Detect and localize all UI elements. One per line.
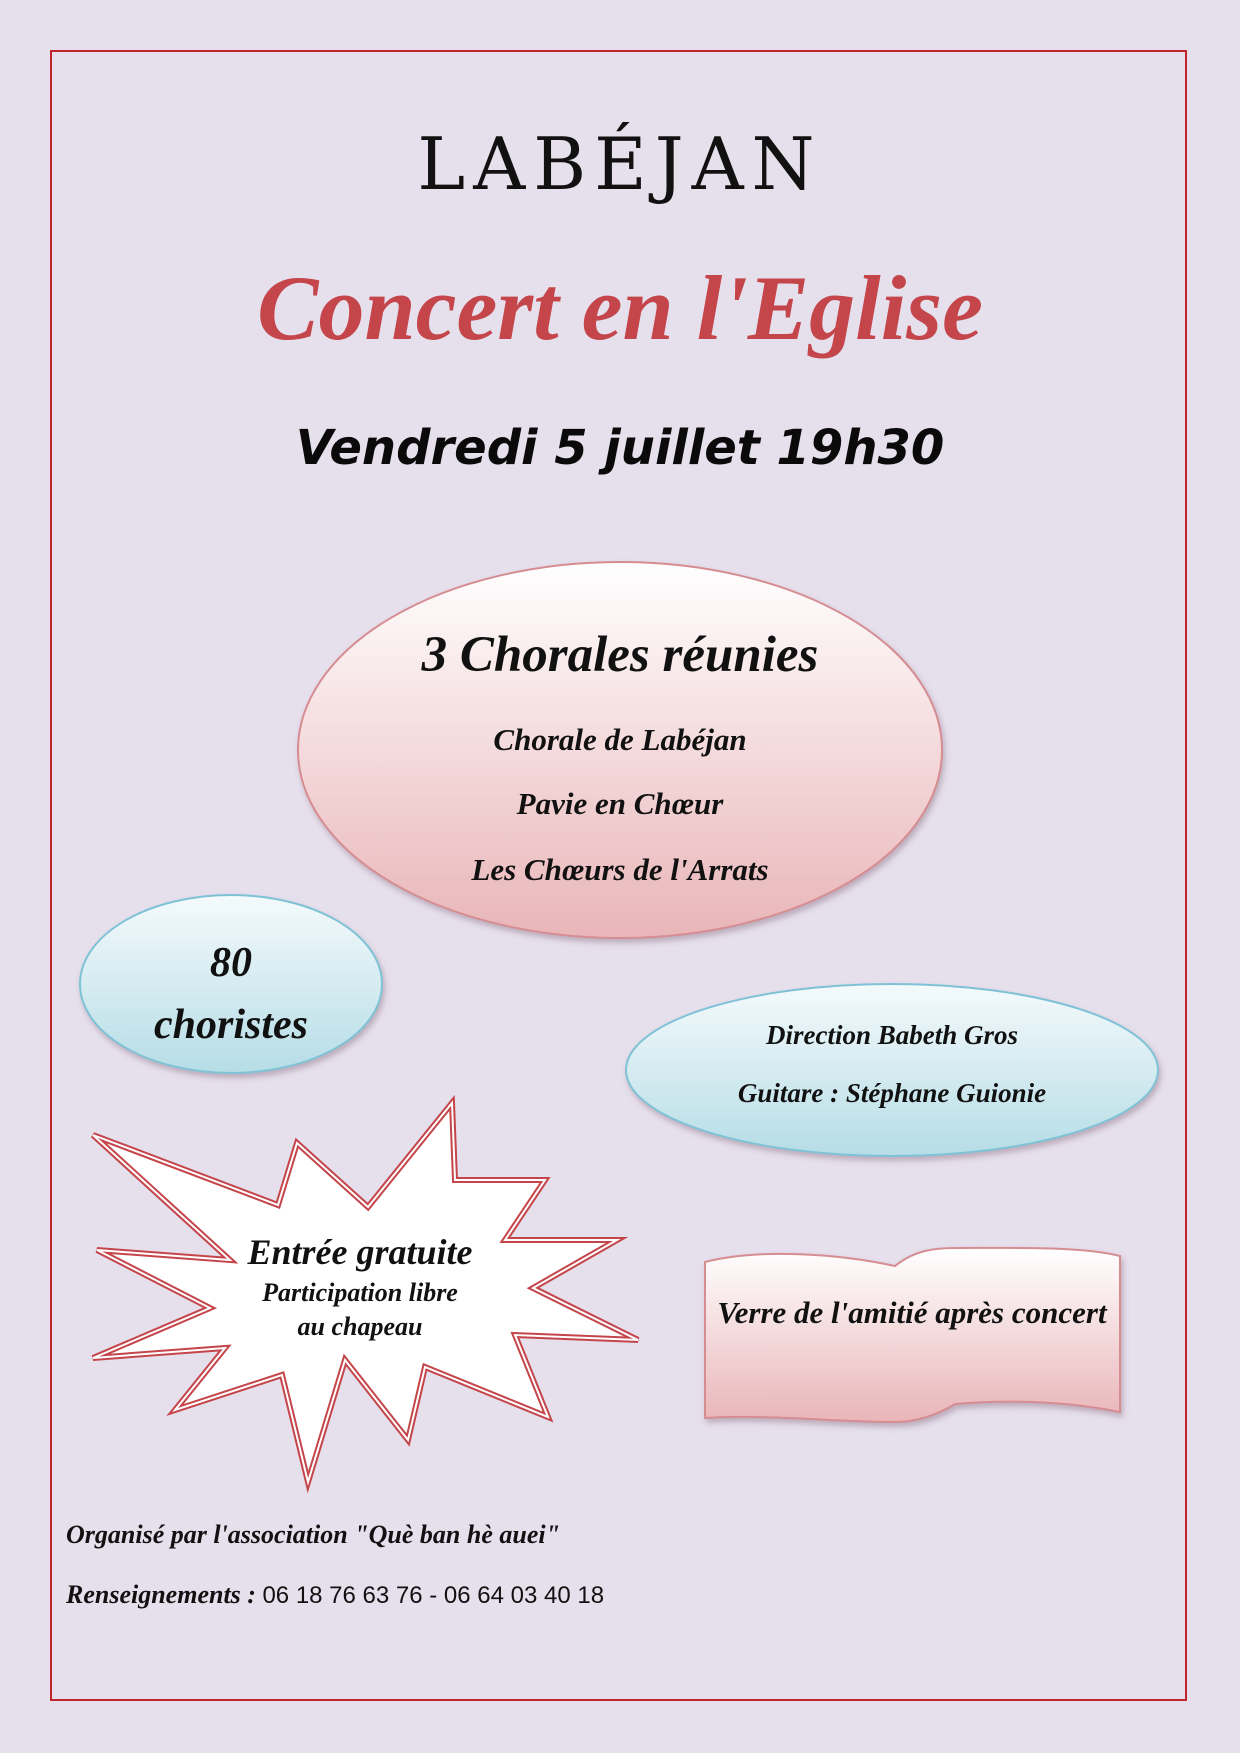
chorales-box bbox=[298, 562, 942, 887]
concert-headline: Concert en l'Eglise bbox=[257, 257, 983, 359]
concert-date: Vendredi 5 juillet 19h30 bbox=[295, 420, 945, 476]
organiser-line bbox=[66, 1522, 560, 1548]
town-title: LABÉJAN bbox=[417, 122, 823, 206]
chorales-title: 3 Chorales réunies bbox=[421, 627, 819, 683]
phone-numbers: 06 18 76 63 76 - 06 64 03 40 18 bbox=[262, 1582, 605, 1609]
entry-title: Entrée gratuite bbox=[247, 1232, 473, 1272]
verre-text: Verre de l'amitié après concert bbox=[717, 1295, 1107, 1330]
chorale-item: Pavie en Chœur bbox=[516, 786, 724, 821]
entry-text-box bbox=[220, 1228, 500, 1341]
choristes-count bbox=[80, 932, 382, 1056]
chorale-item: Les Chœurs de l'Arrats bbox=[471, 852, 769, 887]
director-line: Direction Babeth Gros bbox=[765, 1020, 1019, 1050]
guitar-line: Guitare : Stéphane Guionie bbox=[737, 1078, 1047, 1108]
entry-subtitle: Participation libre bbox=[262, 1278, 458, 1307]
info-line bbox=[66, 1582, 604, 1608]
chorale-item: Chorale de Labéjan bbox=[493, 722, 747, 757]
info-label: Renseignements : bbox=[66, 1580, 263, 1609]
organiser-text: Organisé par l'association "Què ban hè auei" bbox=[66, 1520, 561, 1549]
direction-ellipse bbox=[626, 984, 1158, 1156]
entry-subtitle-2: au chapeau bbox=[297, 1312, 423, 1341]
choristes-number: 80 bbox=[210, 940, 252, 986]
choristes-label: choristes bbox=[153, 1002, 308, 1048]
